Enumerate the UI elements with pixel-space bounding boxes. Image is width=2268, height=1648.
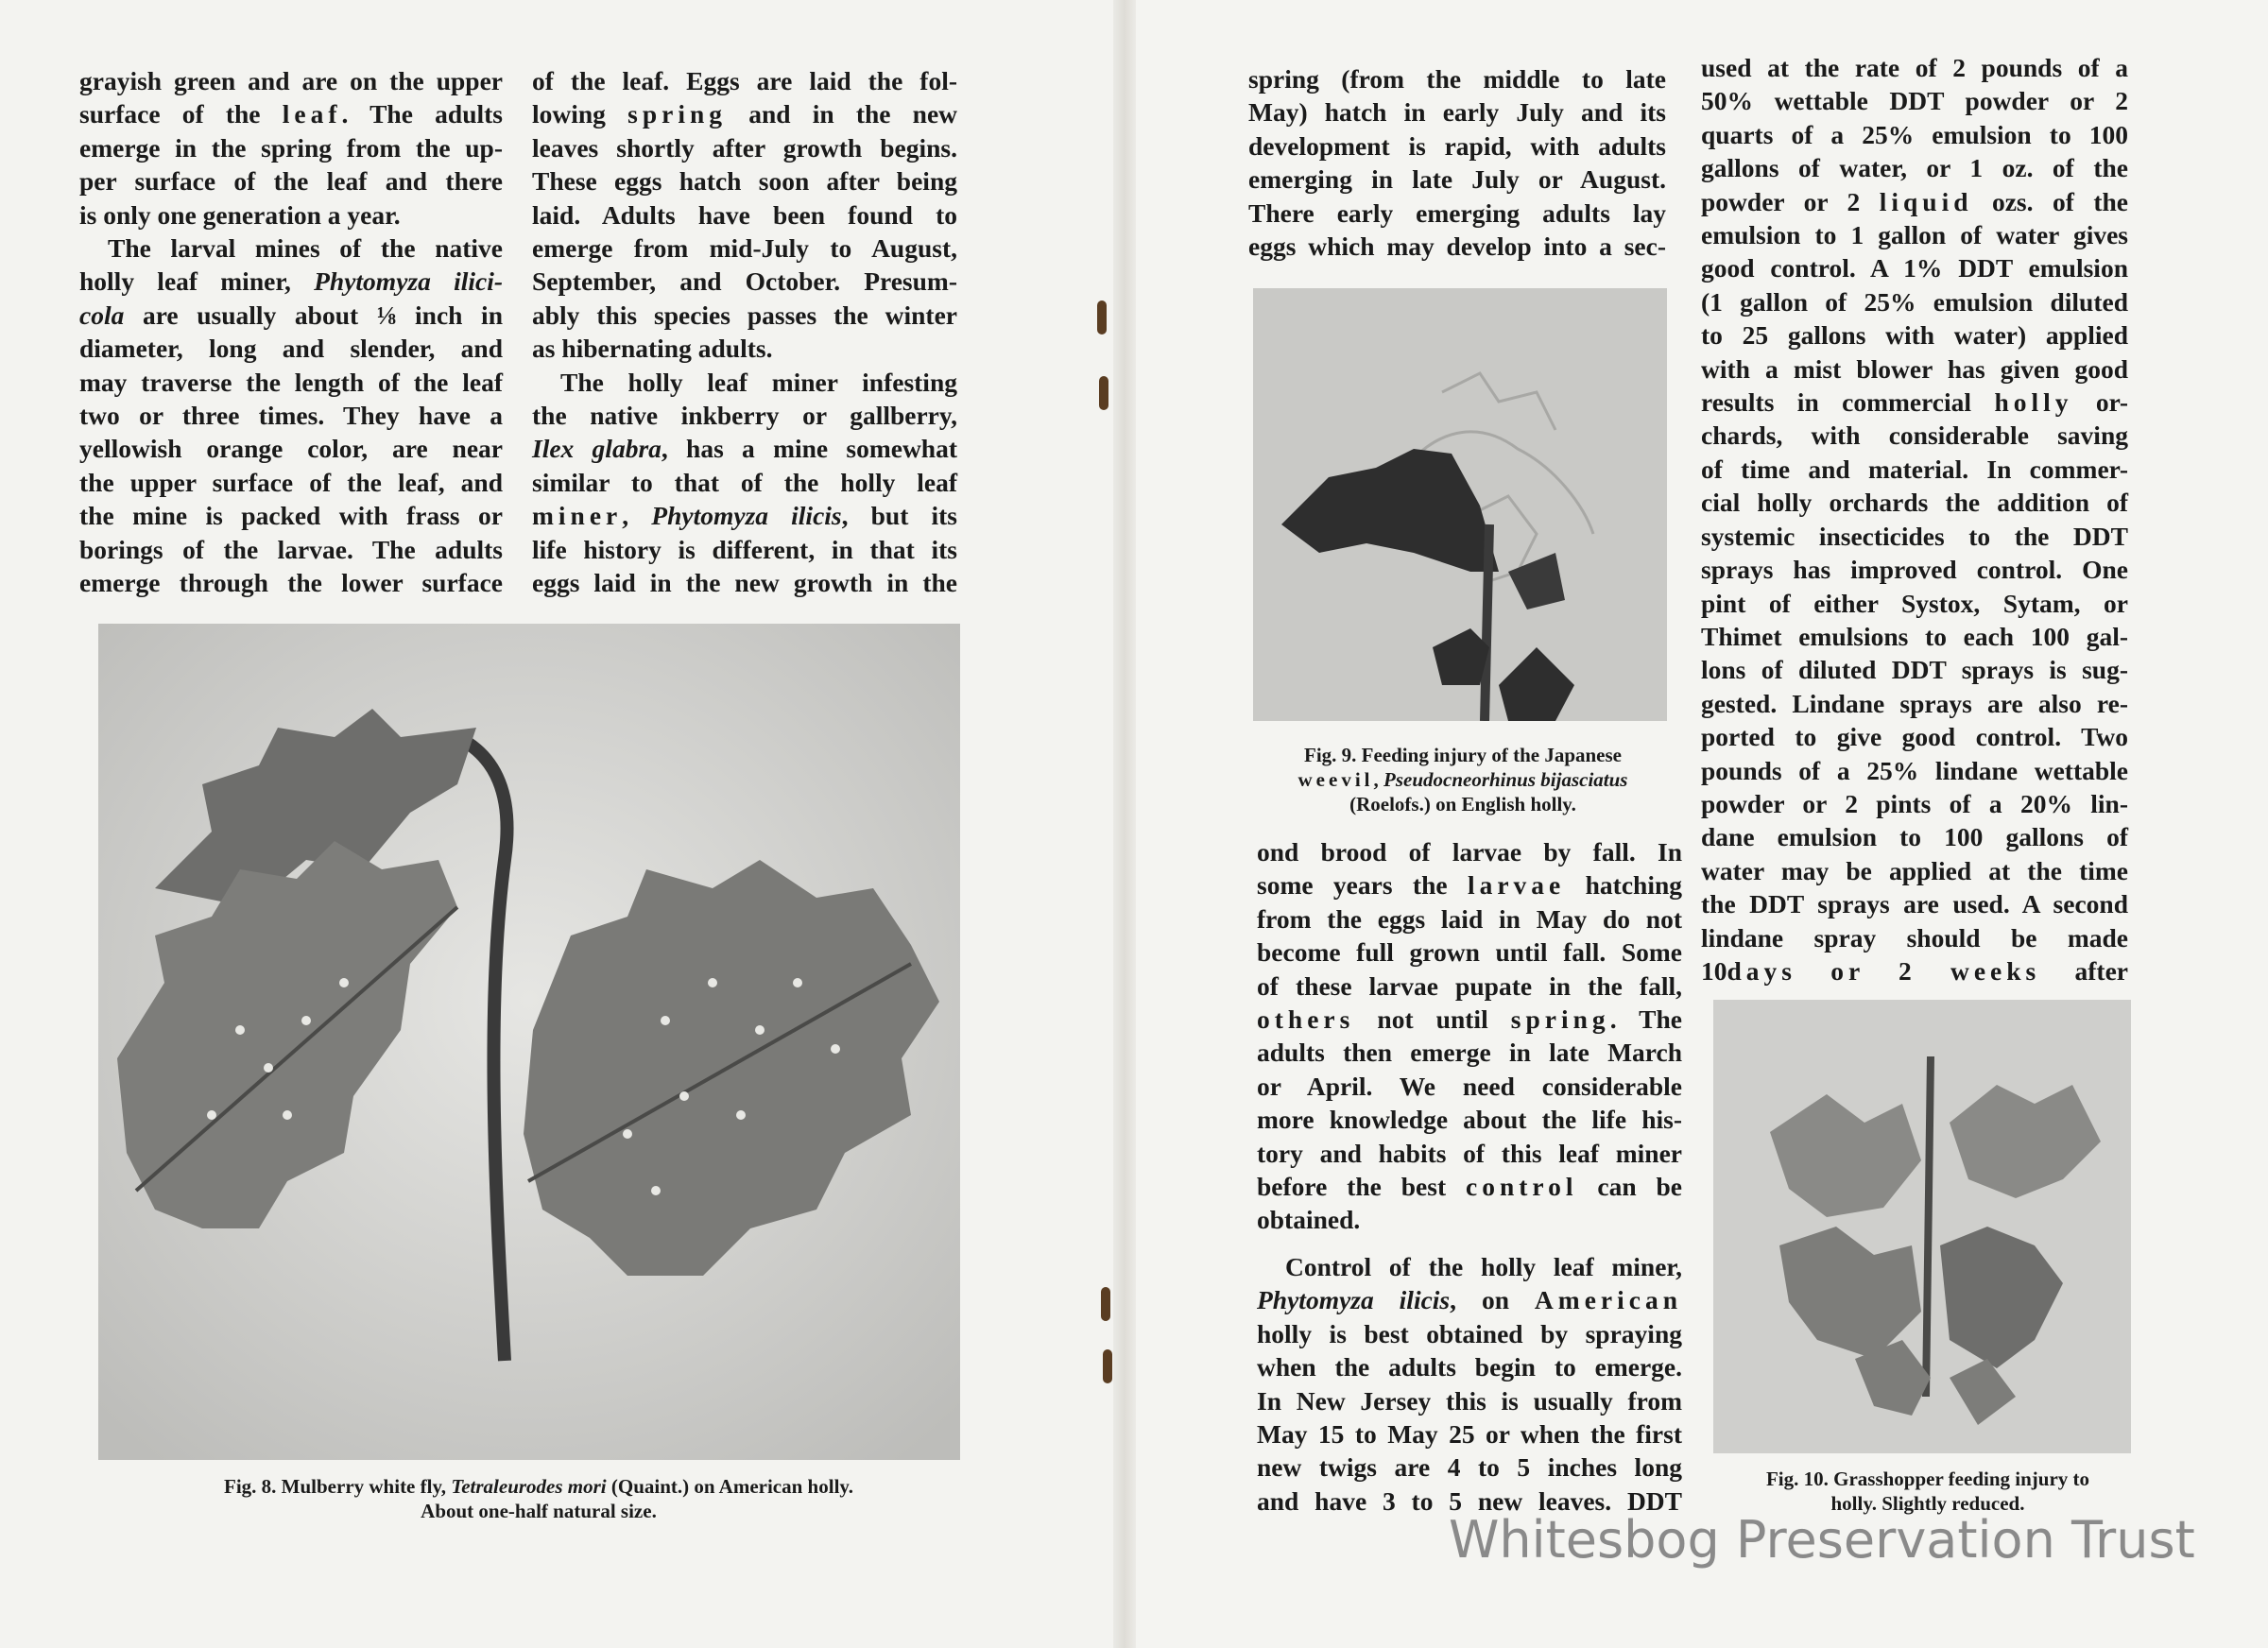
text-line: of the leaf. Eggs are laid the fol- (532, 66, 957, 95)
text-line: holly is best obtained by spraying (1257, 1318, 1682, 1348)
staple-hole (1099, 376, 1108, 410)
text-line: become full grown until fall. Some (1257, 937, 1682, 968)
text-line: , on (1450, 1285, 1535, 1315)
text-line: emerge through the lower surface (79, 568, 503, 598)
text-line: yellowish orange color, are near (79, 434, 503, 464)
text-line: holly leaf miner, (79, 266, 315, 297)
staple-hole (1101, 1287, 1110, 1321)
text-line: of time and material. In commer- (1701, 454, 2128, 484)
text-line: inch in (396, 300, 503, 330)
text-line: more knowledge about the life his- (1257, 1105, 1682, 1135)
watermark: Whitesbog Preservation Trust (1449, 1510, 2195, 1570)
text-line: and in the new (727, 99, 958, 129)
text-line: . The (1609, 1004, 1682, 1035)
text-line: are usually about (124, 300, 377, 330)
spaced-word: leaf (282, 99, 342, 129)
caption-text: Fig. 10. Grasshopper feeding injury to (1765, 1468, 2090, 1490)
text-line: emerge from mid-July to August, (532, 233, 957, 264)
spaced-word: miner (532, 501, 623, 531)
paragraph (1257, 1250, 1682, 1518)
text-line: dane emulsion to 100 gallons of (1701, 822, 2128, 852)
text-line: (1 gallon of 25% emulsion diluted (1701, 286, 2128, 317)
text-line: as hibernating adults. (532, 334, 773, 364)
holly-grasshopper-illustration (1713, 1000, 2131, 1453)
text-line: the mine is packed with frass or (79, 501, 503, 531)
text-line: , has a mine somewhat (661, 434, 958, 464)
text-line: ably this species passes the winter (532, 300, 957, 330)
text-line: not until (1354, 1004, 1511, 1035)
paragraph (1257, 835, 1682, 1237)
left-column-2 (532, 64, 957, 600)
figure-9-caption (1246, 743, 1680, 816)
text-line: The larval mines of the native (108, 233, 503, 264)
caption-text: holly. Slightly reduced. (1830, 1492, 2025, 1515)
text-line: two or three times. They have a (79, 401, 503, 431)
caption-text: Fig. 8. Mulberry white fly, (224, 1475, 452, 1498)
spaced-word: days or 2 weeks (1727, 955, 2075, 986)
text-line: eggs which may develop into a sec- (1248, 232, 1666, 262)
text-line: borings of the larvae. The adults (79, 534, 503, 564)
text-line: laid. Adults have been found to (532, 199, 957, 230)
text-line: Control of the holly leaf miner, (1285, 1251, 1682, 1281)
text-line: In New Jersey this is usually from (1257, 1385, 1682, 1416)
text-line: ond brood of larvae by fall. In (1257, 837, 1682, 867)
caption-text: About one-half natural size. (421, 1500, 657, 1522)
figure-8-photo (98, 624, 960, 1460)
species-name: Ilex glabra (532, 434, 662, 464)
text-line: before the best (1257, 1172, 1466, 1202)
text-line: of these larvae pupate in the fall, (1257, 970, 1682, 1001)
text-line: cial holly orchards the addition of (1701, 488, 2128, 518)
text-line: , (622, 501, 652, 531)
text-line: pint of either Systox, Sytam, or (1701, 588, 2128, 618)
text-line: water may be applied at the time (1701, 855, 2128, 885)
spaced-word: others (1257, 1004, 1355, 1035)
text-line: when the adults begin to emerge. (1257, 1352, 1682, 1382)
caption-text: (Quaint.) on American holly. (606, 1475, 853, 1498)
text-line: lindane spray should be made 10 (1701, 922, 2128, 986)
paragraph (79, 64, 503, 232)
text-line: grayish green and are on the upper (79, 66, 503, 95)
paragraph (1248, 62, 1666, 263)
text-line: There early emerging adults lay (1248, 197, 1666, 228)
staple-hole (1097, 300, 1107, 335)
text-line: . The adults (341, 99, 503, 129)
text-line: the upper surface of the leaf, and (79, 467, 503, 497)
text-line: can be (1577, 1172, 1683, 1202)
text-line: emerge in the spring from the up- (79, 132, 503, 163)
text-line: ozs. of the (1972, 186, 2128, 216)
text-line: These eggs hatch soon after being (532, 166, 957, 197)
text-line: life history is different, in that its (532, 534, 957, 564)
spaced-word: control (1465, 1172, 1578, 1202)
caption-text: Fig. 9. Feeding injury of the Japanese (1304, 744, 1622, 766)
text-line: lons of diluted DDT sprays is sug- (1701, 655, 2128, 685)
text-line: the DDT sprays are used. A second (1701, 889, 2128, 919)
text-line: eggs laid in the new growth in the (532, 568, 957, 598)
spaced-word: holly (1994, 387, 2073, 418)
text-line: used at the rate of 2 pounds of a (1701, 53, 2128, 82)
text-line: new twigs are 4 to 5 inches long (1257, 1452, 1682, 1483)
figure-10-photo (1713, 1000, 2131, 1453)
text-line: powder or 2 pints of a 20% lin- (1701, 788, 2128, 818)
text-line: diameter, long and slender, and (79, 334, 503, 364)
paragraph (532, 366, 957, 600)
text-line: may traverse the length of the leaf (79, 367, 503, 397)
text-line: similar to that of the holly leaf (532, 467, 957, 497)
text-line: adults then emerge in late March (1257, 1038, 1682, 1068)
left-column-1 (79, 64, 503, 600)
text-line: the native inkberry or gallberry, (532, 401, 957, 431)
text-line: is only one generation a year. (79, 199, 401, 230)
text-line: after (2074, 955, 2128, 986)
text-line: The holly leaf miner infesting (560, 367, 957, 397)
text-line: hatching (1565, 870, 1682, 901)
text-line: quarts of a 25% emulsion to 100 (1701, 119, 2128, 149)
text-line: development is rapid, with adults (1248, 130, 1666, 161)
text-line: some years the (1257, 870, 1468, 901)
text-line: 50% wettable DDT powder or 2 (1701, 86, 2128, 116)
spaced-word: weevil (1297, 768, 1374, 791)
species-name: Phytomyza ilici- (314, 266, 503, 297)
right-column-4 (1701, 51, 2128, 987)
species-name: Pseudocneorhinus bijasciatus (1383, 768, 1628, 791)
text-line: lowing (532, 99, 628, 129)
spaced-word: American (1534, 1285, 1682, 1315)
text-line: per surface of the leaf and there (79, 166, 503, 197)
text-line: May) hatch in early July and its (1248, 97, 1666, 128)
text-line: September, and October. Presum- (532, 266, 957, 297)
text-line: or April. We need considerable (1257, 1071, 1682, 1101)
text-line: systemic insecticides to the DDT (1701, 521, 2128, 551)
right-column-3-bottom (1257, 835, 1682, 1518)
caption-text: (Roelofs.) on English holly. (1349, 793, 1576, 815)
text-line: surface of the (79, 99, 283, 129)
text-line: obtained. (1257, 1205, 1361, 1235)
paragraph (532, 64, 957, 366)
spaced-word: larvae (1467, 870, 1566, 901)
text-line: emulsion to 1 gallon of water gives (1701, 220, 2128, 250)
text-line: gallons of water, or 1 oz. of the (1701, 153, 2128, 183)
spaced-word: liquid (1879, 186, 1973, 216)
text-line: results in commercial (1701, 387, 1995, 418)
text-line: emerging in late July or August. (1248, 164, 1666, 195)
holly-branch-illustration (98, 624, 960, 1460)
text-line: Thimet emulsions to each 100 gal- (1701, 621, 2128, 651)
figure-10-caption (1710, 1467, 2145, 1516)
figure-8-caption (104, 1474, 973, 1523)
text-line: from the eggs laid in May do not (1257, 903, 1682, 934)
text-line: and have 3 to 5 new leaves. DDT (1257, 1485, 1682, 1516)
caption-text: , (1373, 768, 1383, 791)
text-line: spring (from the middle to late (1248, 64, 1666, 94)
right-column-3-top (1248, 62, 1666, 263)
spaced-word: spring (627, 99, 728, 129)
text-line: or- (2072, 387, 2128, 418)
text-line: leaves shortly after growth begins. (532, 132, 957, 163)
holly-weevil-illustration (1253, 288, 1667, 721)
species-name: Phytomyza ilicis (651, 501, 842, 531)
text-line: with a mist blower has given good (1701, 353, 2128, 384)
text-line: powder or 2 (1701, 186, 1880, 216)
paragraph (1701, 51, 2128, 987)
spaced-word: spring (1510, 1004, 1610, 1035)
text-line: to 25 gallons with water) applied (1701, 320, 2128, 351)
page-gutter (1113, 0, 1136, 1648)
text-line: , but its (841, 501, 958, 531)
text-line: May 15 to May 25 or when the first (1257, 1418, 1682, 1449)
fraction: ⅛ (376, 300, 397, 330)
text-line: chards, with considerable saving (1701, 421, 2128, 451)
species-name: Tetraleurodes mori (451, 1475, 607, 1498)
text-line: pounds of a 25% lindane wettable (1701, 755, 2128, 785)
species-name: cola (79, 300, 125, 330)
text-line: tory and habits of this leaf miner (1257, 1138, 1682, 1168)
text-line: gested. Lindane sprays are also re- (1701, 688, 2128, 718)
figure-9-photo (1253, 288, 1667, 721)
text-line: ported to give good control. Two (1701, 722, 2128, 752)
text-line: good control. A 1% DDT emulsion (1701, 253, 2128, 283)
staple-hole (1103, 1349, 1112, 1383)
paragraph (79, 232, 503, 599)
text-line: sprays has improved control. One (1701, 555, 2128, 585)
species-name: Phytomyza ilicis (1257, 1285, 1451, 1315)
